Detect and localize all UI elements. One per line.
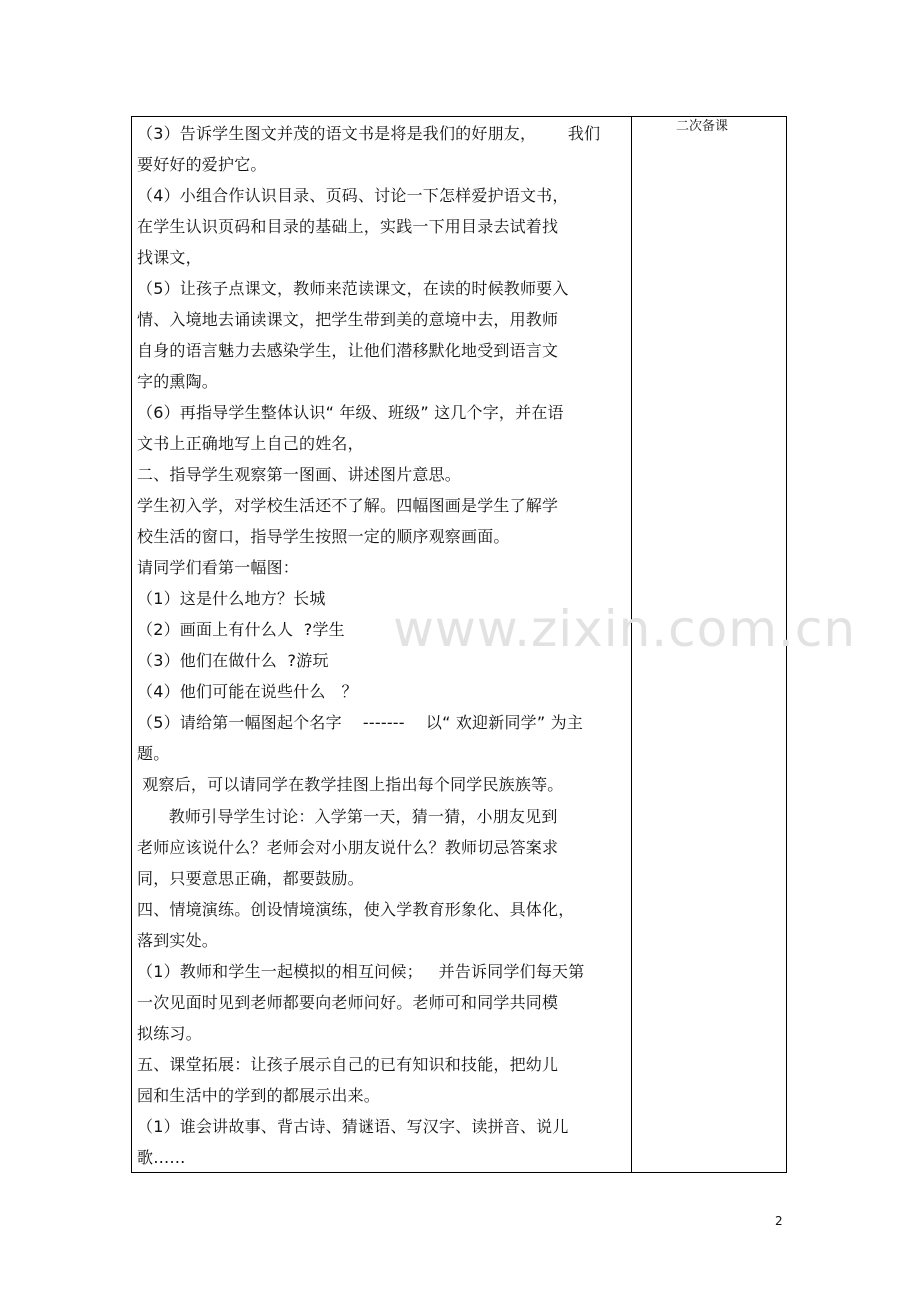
- page-number: 2: [775, 1214, 783, 1228]
- content-line: （2）画面上有什么人 ?学生: [137, 620, 345, 639]
- content-line: 五、课堂拓展：让孩子展示自己的已有知识和技能，把幼儿: [137, 1055, 559, 1074]
- content-line: 自身的语言魅力去感染学生，让他们潜移默化地受到语言文: [137, 341, 559, 360]
- content-line: 二、指导学生观察第一图画、讲述图片意思。: [137, 465, 462, 484]
- content-line: 校生活的窗口，指导学生按照一定的顺序观察画面。: [137, 527, 510, 546]
- content-line: （1）这是什么地方？长城: [137, 589, 326, 608]
- content-line: 题。: [137, 744, 170, 763]
- content-line: （4）他们可能在说些什么 ？: [137, 682, 358, 701]
- content-line: 老师应该说什么？老师会对小朋友说什么？教师切忌答案求: [137, 838, 559, 857]
- content-line: 歌……: [137, 1148, 186, 1167]
- content-line: 字的熏陶。: [137, 372, 219, 391]
- content-line: （1）谁会讲故事、背古诗、猜谜语、写汉字、读拼音、说儿: [137, 1117, 569, 1136]
- content-line: 学生初入学，对学校生活还不了解。四幅图画是学生了解学: [137, 496, 559, 515]
- content-line: （3）告诉学生图文并茂的语文书是将是我们的好朋友， 我们: [137, 124, 601, 143]
- content-line: （5）请给第一幅图起个名字 ------- 以“ 欢迎新同学” 为主: [137, 713, 584, 732]
- content-line: 教师引导学生讨论：入学第一天，猜一猜，小朋友见到: [137, 807, 558, 826]
- content-line: 园和生活中的学到的都展示出来。: [137, 1086, 381, 1105]
- content-line: （4）小组合作认识目录、页码、讨论一下怎样爱护语文书，: [137, 186, 569, 205]
- content-line: 在学生认识页码和目录的基础上，实践一下用目录去试着找: [137, 217, 559, 236]
- content-line: 请同学们看第一幅图：: [137, 558, 300, 577]
- content-line: 情、入境地去诵读课文，把学生带到美的意境中去，用教师: [137, 310, 559, 329]
- content-line: （3）他们在做什么 ?游玩: [137, 651, 329, 670]
- content-line: 找课文，: [137, 248, 202, 267]
- content-line: 要好好的爱护它。: [137, 155, 267, 174]
- content-line: 四、情境演练。创设情境演练，使入学教育形象化、具体化，: [137, 900, 575, 919]
- content-line: 一次见面时见到老师都要向老师问好。老师可和同学共同模: [137, 993, 559, 1012]
- content-line: （6）再指导学生整体认识“ 年级、班级” 这几个字，并在语: [137, 403, 564, 422]
- content-line: 观察后，可以请同学在教学挂图上指出每个同学民族族等。: [137, 775, 564, 794]
- secondary-prep-heading: 二次备课: [676, 119, 729, 134]
- content-line: 同，只要意思正确，都要鼓励。: [137, 869, 364, 888]
- content-line: 文书上正确地写上自己的姓名，: [137, 434, 364, 453]
- content-line: （5）让孩子点课文，教师来范读课文，在读的时候教师要入: [137, 279, 569, 298]
- content-line: 落到实处。: [137, 931, 219, 950]
- content-line: 拟练习。: [137, 1024, 202, 1043]
- watermark-text: www.zixin.com.cn: [393, 600, 857, 658]
- content-line: （1）教师和学生一起模拟的相互问候； 并告诉同学们每天第: [137, 962, 585, 981]
